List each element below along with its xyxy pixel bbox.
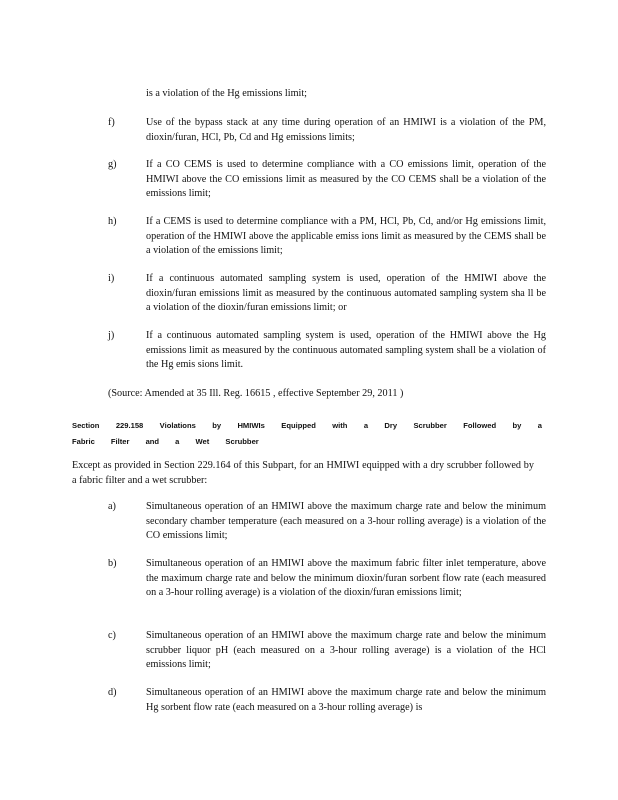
- intro-paragraph: Except as provided in Section 229.164 of this Subpart, for an HMIWI equipped with a dry scrubber followed by a fabric filter and a wet scrubber:: [72, 460, 534, 486]
- item-label: d): [108, 687, 117, 698]
- item-text: Simultaneous operation of an HMIWI above the maximum charge rate and below the minimum secondary chamber temperature (each measured on a 3-hour rolling average) is a violation of the CO emissions limit;: [146, 501, 546, 541]
- item-text: Simultaneous operation of an HMIWI above the maximum fabric filter inlet temperature, above the maximum charge rate and below the minimum dioxin/furan sorbent flow rate (each measured on a 3-hour rolling average) is a violation of the dioxin/furan emissions limit;: [146, 558, 546, 598]
- continuation-text: is a violation of the Hg emissions limit;: [146, 88, 308, 99]
- item-label: f): [108, 117, 115, 128]
- item-label: b): [108, 558, 117, 569]
- item-text: If a CO CEMS is used to determine compliance with a CO emissions limit, operation of the HMIWI above the CO emissions limit as measured by the CO CEMS shall be a violation of the emissions limit;: [146, 159, 546, 199]
- item-text: If a continuous automated sampling system is used, operation of the HMIWI above the Hg emissions limit as measured by the continuous automated sampling system shall be a violation of the Hg emis sions limit.: [146, 330, 546, 370]
- item-text: If a continuous automated sampling system is used, operation of the HMIWI above the dioxin/furan emissions limit as measured by the continuous automated sampling system sha ll be a violation of the dioxin/furan emissions limit; or: [146, 273, 546, 313]
- item-text: If a CEMS is used to determine compliance with a PM, HCl, Pb, Cd, and/or Hg emissions limit, operation of the HMIWI above the applicable emiss ions limit as measured by the CEMS shall be a violation of the emissions limit;: [146, 216, 546, 256]
- item-text: Use of the bypass stack at any time during operation of an HMIWI is a violation of the PM, dioxin/furan, HCl, Pb, Cd and Hg emissions limits;: [146, 117, 546, 143]
- section-heading: Section 229.158 Violations by HMIWIs Equipped with a Dry Scrubber Followed by a Fabric Filter and a Wet Scrubber: [72, 421, 542, 446]
- item-label: h): [108, 216, 117, 227]
- item-label: j): [108, 330, 115, 341]
- item-label: a): [108, 501, 116, 512]
- item-label: i): [108, 273, 115, 284]
- item-text: Simultaneous operation of an HMIWI above the maximum charge rate and below the minimum Hg sorbent flow rate (each measured on a 3-hour rolling average) is: [146, 687, 546, 713]
- item-label: g): [108, 159, 117, 170]
- item-text: Simultaneous operation of an HMIWI above the maximum charge rate and below the minimum scrubber liquor pH (each measured on a 3-hour rolling average) is a violation of the HCl emissions limit;: [146, 630, 546, 670]
- source-note: (Source: Amended at 35 Ill. Reg. 16615 , effective September 29, 2011 ): [108, 388, 404, 399]
- item-label: c): [108, 630, 116, 641]
